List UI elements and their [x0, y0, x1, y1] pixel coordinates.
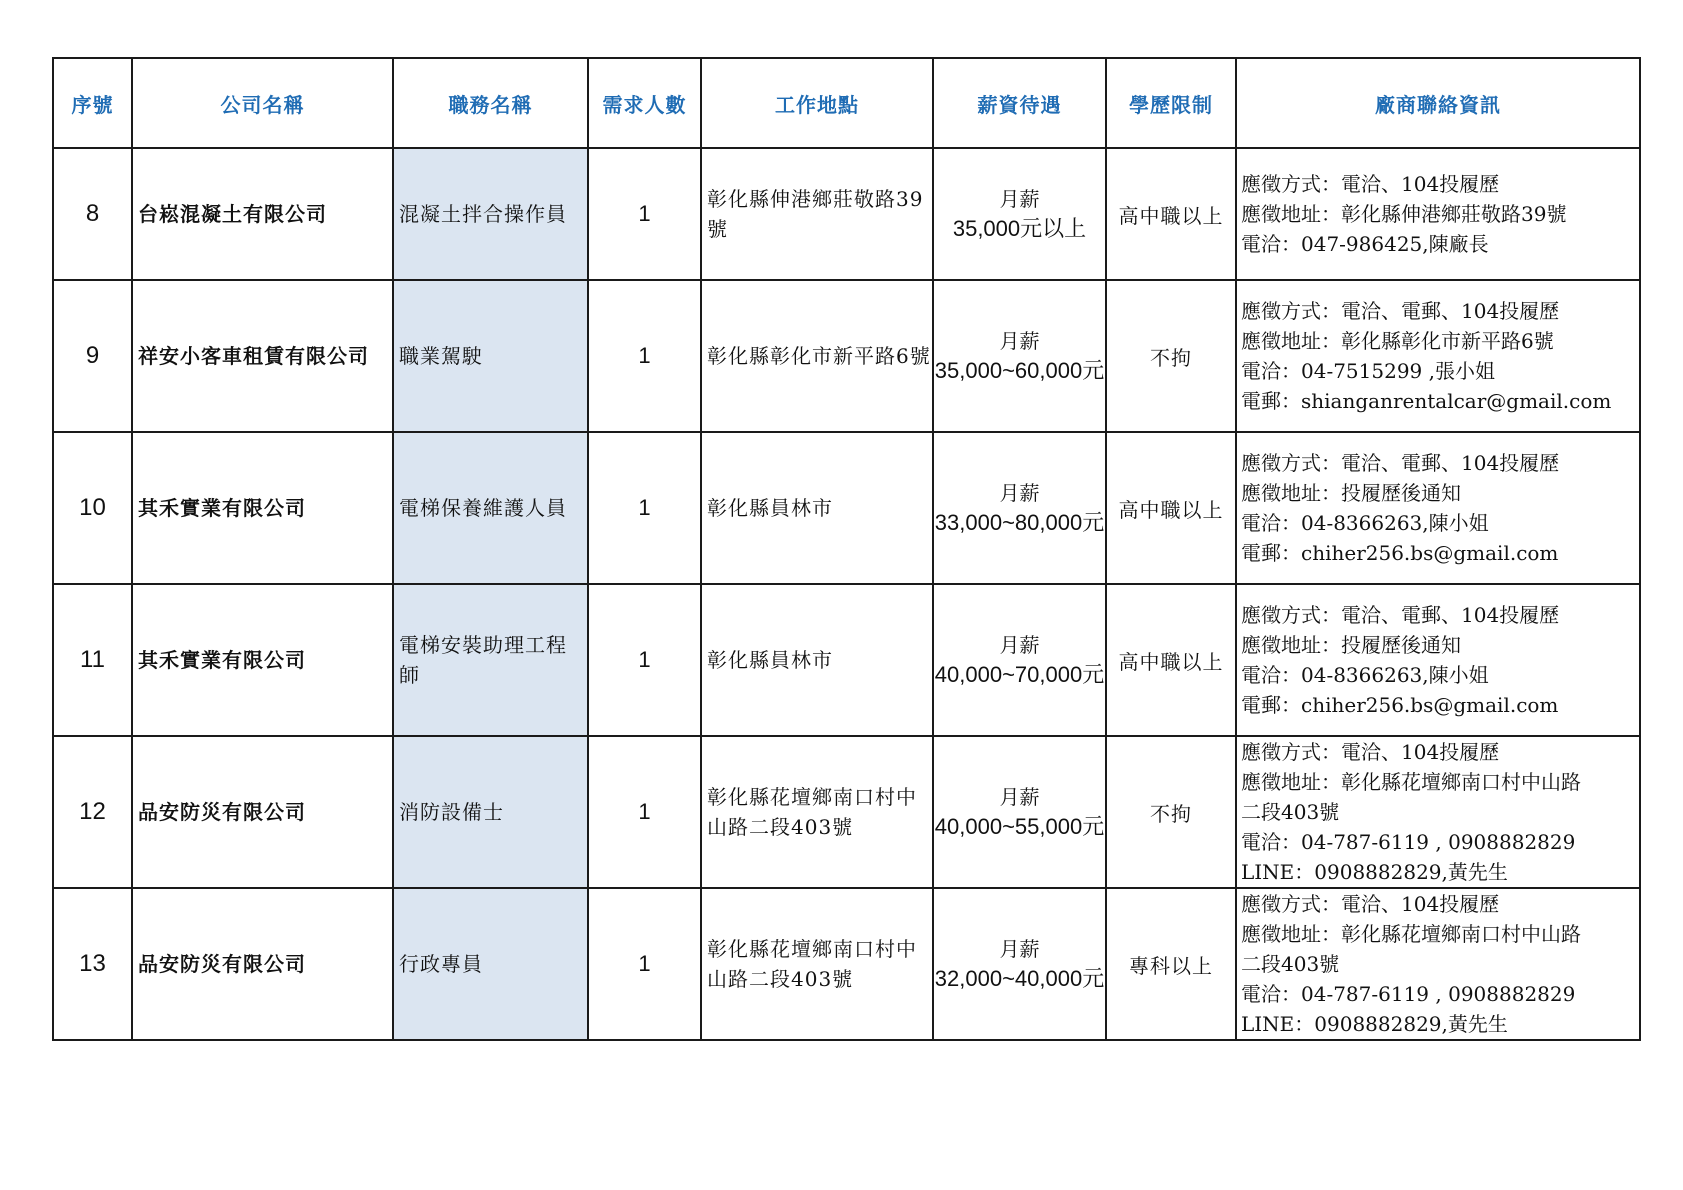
contact-line: 應徵地址：投履歷後通知	[1241, 481, 1461, 505]
contact-info	[1236, 888, 1640, 1040]
header-education: 學歷限制	[1106, 58, 1236, 148]
education-requirement: 高中職以上	[1106, 148, 1236, 280]
table-row	[53, 432, 1640, 584]
contact-line: 應徵方式：電洽、104投履歷	[1241, 892, 1500, 916]
contact-info	[1236, 280, 1640, 432]
contact-line: 電洽：04-787-6119 , 0908882829	[1241, 830, 1576, 854]
salary-prefix: 月薪	[999, 937, 1040, 961]
contact-line: LINE：0908882829,黃先生	[1241, 860, 1508, 884]
salary	[933, 432, 1106, 584]
headcount: 1	[588, 280, 701, 432]
job-title: 電梯安裝助理工程師	[393, 584, 588, 736]
salary	[933, 584, 1106, 736]
salary-prefix: 月薪	[999, 633, 1040, 657]
company-name: 台崧混凝土有限公司	[132, 148, 393, 280]
contact-line: 應徵地址：彰化縣花壇鄉南口村中山路	[1241, 770, 1581, 794]
header-count: 需求人數	[588, 58, 701, 148]
table-row	[53, 584, 1640, 736]
contact-line: 電郵：chiher256.bs@gmail.com	[1241, 693, 1559, 717]
contact-line: 電洽：04-787-6119 , 0908882829	[1241, 982, 1576, 1006]
contact-info	[1236, 148, 1640, 280]
contact-line: 應徵方式：電洽、104投履歷	[1241, 172, 1500, 196]
salary-amount: 35,000~60,000元	[934, 358, 1105, 383]
contact-line: 電洽：04-7515299 ,張小姐	[1241, 359, 1495, 383]
education-requirement: 高中職以上	[1106, 432, 1236, 584]
salary	[933, 148, 1106, 280]
row-number: 8	[53, 148, 132, 280]
work-location: 彰化縣花壇鄉南口村中山路二段403號	[701, 888, 933, 1040]
contact-line: 應徵方式：電洽、電郵、104投履歷	[1241, 451, 1560, 475]
contact-info	[1236, 736, 1640, 888]
salary-prefix: 月薪	[999, 187, 1040, 211]
contact-line: 電郵：chiher256.bs@gmail.com	[1241, 541, 1559, 565]
headcount: 1	[588, 148, 701, 280]
salary-amount: 40,000~70,000元	[934, 662, 1105, 687]
contact-line: 應徵地址：投履歷後通知	[1241, 633, 1461, 657]
job-title: 消防設備士	[393, 736, 588, 888]
contact-line: 應徵方式：電洽、104投履歷	[1241, 740, 1500, 764]
salary-amount: 35,000元以上	[952, 216, 1087, 241]
contact-line: LINE：0908882829,黃先生	[1241, 1012, 1508, 1036]
salary-amount: 33,000~80,000元	[934, 510, 1105, 535]
header-job: 職務名稱	[393, 58, 588, 148]
salary-amount: 32,000~40,000元	[934, 966, 1105, 991]
contact-line: 應徵地址：彰化縣彰化市新平路6號	[1241, 329, 1554, 353]
contact-line: 電洽：04-8366263,陳小姐	[1241, 663, 1489, 687]
salary	[933, 280, 1106, 432]
contact-info	[1236, 584, 1640, 736]
contact-info	[1236, 432, 1640, 584]
header-company: 公司名稱	[132, 58, 393, 148]
company-name: 祥安小客車租賃有限公司	[132, 280, 393, 432]
headcount: 1	[588, 736, 701, 888]
company-name: 品安防災有限公司	[132, 736, 393, 888]
work-location: 彰化縣員林市	[701, 584, 933, 736]
salary	[933, 736, 1106, 888]
salary-prefix: 月薪	[999, 481, 1040, 505]
header-salary: 薪資待遇	[933, 58, 1106, 148]
company-name: 其禾實業有限公司	[132, 584, 393, 736]
contact-line: 電郵：shianganrentalcar@gmail.com	[1241, 389, 1612, 413]
job-listing-sheet	[52, 57, 1639, 1041]
salary	[933, 888, 1106, 1040]
contact-line: 二段403號	[1241, 800, 1340, 824]
header-contact: 廠商聯絡資訊	[1236, 58, 1640, 148]
headcount: 1	[588, 432, 701, 584]
job-table	[52, 57, 1641, 1041]
headcount: 1	[588, 888, 701, 1040]
education-requirement: 專科以上	[1106, 888, 1236, 1040]
salary-prefix: 月薪	[999, 329, 1040, 353]
work-location: 彰化縣花壇鄉南口村中山路二段403號	[701, 736, 933, 888]
contact-line: 電洽：04-8366263,陳小姐	[1241, 511, 1489, 535]
table-row	[53, 280, 1640, 432]
contact-line: 二段403號	[1241, 952, 1340, 976]
row-number: 13	[53, 888, 132, 1040]
row-number: 11	[53, 584, 132, 736]
education-requirement: 不拘	[1106, 280, 1236, 432]
header-place: 工作地點	[701, 58, 933, 148]
job-title: 混凝土拌合操作員	[393, 148, 588, 280]
work-location: 彰化縣彰化市新平路6號	[701, 280, 933, 432]
table-row	[53, 888, 1640, 1040]
contact-line: 應徵方式：電洽、電郵、104投履歷	[1241, 603, 1560, 627]
education-requirement: 不拘	[1106, 736, 1236, 888]
table-row	[53, 148, 1640, 280]
row-number: 12	[53, 736, 132, 888]
salary-prefix: 月薪	[999, 785, 1040, 809]
table-header-row	[53, 58, 1640, 148]
job-title: 電梯保養維護人員	[393, 432, 588, 584]
row-number: 10	[53, 432, 132, 584]
table-row	[53, 736, 1640, 888]
education-requirement: 高中職以上	[1106, 584, 1236, 736]
headcount: 1	[588, 584, 701, 736]
contact-line: 電洽：047-986425,陳廠長	[1241, 232, 1489, 256]
job-title: 職業駕駛	[393, 280, 588, 432]
contact-line: 應徵方式：電洽、電郵、104投履歷	[1241, 299, 1560, 323]
salary-amount: 40,000~55,000元	[934, 814, 1105, 839]
job-title: 行政專員	[393, 888, 588, 1040]
header-no: 序號	[53, 58, 132, 148]
contact-line: 應徵地址：彰化縣花壇鄉南口村中山路	[1241, 922, 1581, 946]
company-name: 其禾實業有限公司	[132, 432, 393, 584]
row-number: 9	[53, 280, 132, 432]
work-location: 彰化縣員林市	[701, 432, 933, 584]
contact-line: 應徵地址：彰化縣伸港鄉莊敬路39號	[1241, 202, 1567, 226]
company-name: 品安防災有限公司	[132, 888, 393, 1040]
work-location: 彰化縣伸港鄉莊敬路39號	[701, 148, 933, 280]
